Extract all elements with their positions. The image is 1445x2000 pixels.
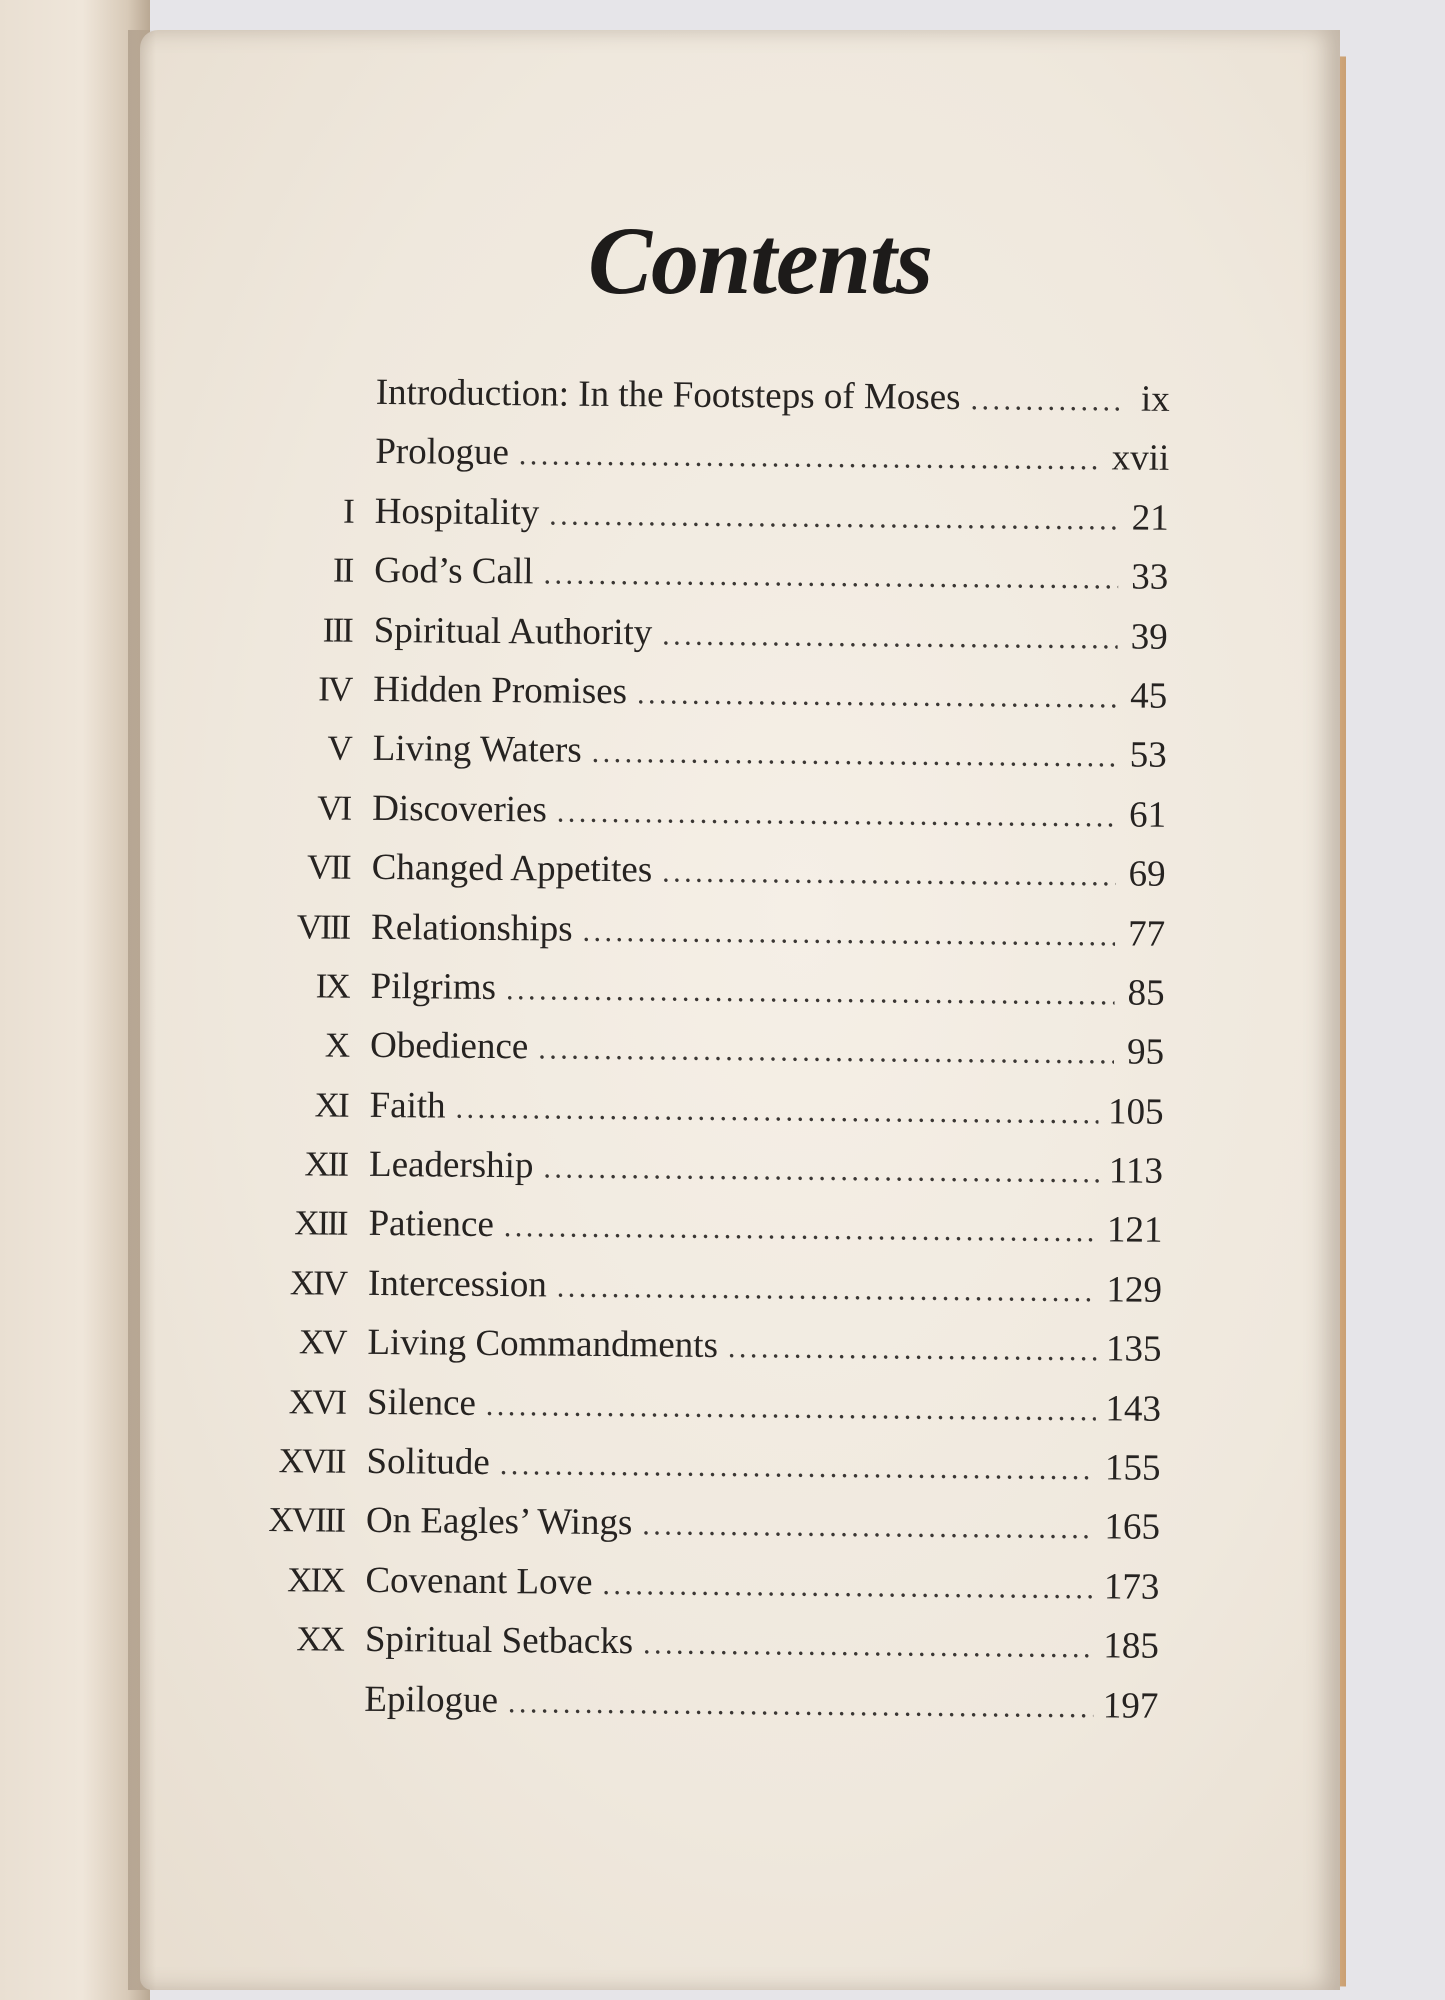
page-number: 135 bbox=[1105, 1328, 1162, 1371]
chapter-title: Silence bbox=[366, 1381, 477, 1424]
chapter-number: XVI bbox=[288, 1381, 346, 1422]
page-number: 69 bbox=[1128, 853, 1166, 895]
page-number: 121 bbox=[1106, 1209, 1163, 1252]
chapter-title: Spiritual Authority bbox=[373, 609, 653, 653]
chapter-number: XVIII bbox=[268, 1500, 345, 1541]
chapter-title: On Eagles’ Wings bbox=[365, 1500, 633, 1544]
chapter-number: XIV bbox=[289, 1263, 347, 1303]
toc-row bbox=[265, 904, 1165, 971]
chapter-number: III bbox=[322, 610, 352, 650]
page-number: 173 bbox=[1103, 1566, 1160, 1608]
page-number: 95 bbox=[1126, 1031, 1165, 1074]
chapter-number: XI bbox=[314, 1085, 348, 1125]
dot-leader bbox=[549, 498, 1119, 537]
chapter-number: VII bbox=[306, 847, 350, 887]
dot-leader bbox=[602, 1568, 1094, 1606]
chapter-title: Prologue bbox=[375, 431, 510, 474]
chapter-number: I bbox=[342, 491, 353, 531]
book-gutter bbox=[128, 30, 156, 1990]
chapter-title: Solitude bbox=[366, 1440, 490, 1483]
dot-leader bbox=[486, 1389, 1096, 1428]
toc-row bbox=[268, 548, 1168, 615]
page-number: 113 bbox=[1108, 1150, 1164, 1192]
chapter-number: II bbox=[332, 550, 353, 590]
dot-leader bbox=[592, 736, 1117, 775]
page-number: 53 bbox=[1129, 734, 1167, 777]
dot-leader bbox=[557, 1270, 1097, 1309]
chapter-number: X bbox=[324, 1025, 349, 1066]
chapter-title: Spiritual Setbacks bbox=[364, 1619, 634, 1663]
page-number: 85 bbox=[1127, 972, 1165, 1014]
page-number: xvii bbox=[1111, 437, 1170, 480]
page-number: 105 bbox=[1107, 1091, 1164, 1133]
toc-row bbox=[266, 786, 1166, 853]
chapter-title: Intercession bbox=[367, 1262, 547, 1306]
chapter-title: Relationships bbox=[370, 906, 573, 950]
dot-leader bbox=[508, 1686, 1093, 1725]
toc-row bbox=[267, 608, 1167, 675]
chapter-number: XVII bbox=[278, 1441, 345, 1481]
toc-row bbox=[259, 1617, 1159, 1684]
chapter-number bbox=[269, 462, 375, 463]
chapter-title: Living Waters bbox=[372, 728, 582, 772]
chapter-number: XIII bbox=[294, 1203, 347, 1244]
dot-leader bbox=[582, 914, 1115, 953]
toc-row bbox=[262, 1261, 1162, 1328]
chapter-title: Changed Appetites bbox=[371, 847, 653, 891]
toc-row bbox=[264, 964, 1164, 1031]
page-number: 165 bbox=[1104, 1506, 1161, 1549]
chapter-title: Hospitality bbox=[374, 490, 540, 534]
toc-row bbox=[261, 1320, 1161, 1387]
chapter-title: Living Commandments bbox=[367, 1322, 719, 1367]
chapter-title: Patience bbox=[368, 1203, 495, 1246]
toc-row bbox=[263, 1142, 1163, 1209]
dot-leader bbox=[543, 1151, 1099, 1190]
dot-leader bbox=[662, 618, 1118, 656]
dot-leader bbox=[642, 1509, 1094, 1547]
chapter-title: Leadership bbox=[368, 1143, 534, 1187]
chapter-number bbox=[258, 1710, 364, 1711]
chapter-title: Introduction: In the Footsteps of Moses bbox=[375, 371, 961, 419]
toc-row bbox=[263, 1083, 1163, 1150]
chapter-number: XV bbox=[298, 1322, 346, 1362]
dot-leader bbox=[970, 383, 1120, 418]
dot-leader bbox=[637, 677, 1117, 715]
chapter-title: Faith bbox=[369, 1084, 446, 1127]
chapter-title: Obedience bbox=[369, 1025, 529, 1068]
toc-row bbox=[269, 370, 1169, 437]
dot-leader bbox=[519, 439, 1102, 478]
dot-leader bbox=[506, 973, 1115, 1012]
dot-leader bbox=[662, 856, 1116, 894]
toc-row bbox=[267, 667, 1167, 734]
page-number: 39 bbox=[1130, 616, 1168, 658]
dot-leader bbox=[504, 1211, 1097, 1250]
chapter-title: God’s Call bbox=[374, 550, 534, 593]
page-number: 143 bbox=[1105, 1387, 1162, 1430]
chapter-number: VI bbox=[317, 788, 351, 828]
toc-row bbox=[260, 1498, 1160, 1565]
page-number: 61 bbox=[1128, 794, 1167, 836]
chapter-number: VIII bbox=[296, 906, 350, 947]
chapter-title: Discoveries bbox=[372, 787, 548, 831]
dot-leader bbox=[543, 558, 1118, 597]
dot-leader bbox=[728, 1331, 1096, 1368]
dot-leader bbox=[500, 1448, 1095, 1487]
chapter-number: V bbox=[327, 728, 351, 769]
page-number: 155 bbox=[1104, 1447, 1161, 1489]
toc-row bbox=[260, 1439, 1160, 1506]
page-number: 33 bbox=[1131, 556, 1169, 599]
chapter-title: Pilgrims bbox=[370, 965, 497, 1008]
toc-row bbox=[261, 1380, 1161, 1447]
page-title: Contents bbox=[587, 207, 933, 314]
page-number: ix bbox=[1140, 378, 1170, 420]
table-of-contents bbox=[258, 370, 1170, 1744]
toc-row bbox=[259, 1558, 1159, 1625]
toc-row bbox=[258, 1677, 1158, 1744]
chapter-number: IX bbox=[315, 966, 349, 1006]
dot-leader bbox=[455, 1091, 1098, 1131]
page-number: 21 bbox=[1131, 497, 1169, 539]
chapter-number bbox=[270, 403, 376, 404]
chapter-number: XIX bbox=[287, 1560, 344, 1600]
page-number: 77 bbox=[1127, 913, 1166, 955]
toc-row bbox=[262, 1201, 1162, 1268]
toc-row bbox=[269, 429, 1169, 496]
chapter-title: Hidden Promises bbox=[373, 668, 628, 713]
toc-row bbox=[265, 845, 1165, 912]
toc-row bbox=[266, 726, 1166, 793]
page-number: 45 bbox=[1130, 675, 1168, 717]
chapter-number: IV bbox=[318, 669, 352, 709]
page-number: 185 bbox=[1103, 1625, 1160, 1668]
page-number: 197 bbox=[1102, 1684, 1159, 1727]
chapter-title: Covenant Love bbox=[365, 1559, 593, 1603]
page-number: 129 bbox=[1106, 1269, 1163, 1311]
chapter-number: XX bbox=[296, 1619, 344, 1659]
dot-leader bbox=[557, 795, 1117, 834]
toc-row bbox=[264, 1023, 1164, 1090]
dot-leader bbox=[643, 1628, 1094, 1666]
dot-leader bbox=[538, 1033, 1114, 1072]
toc-row bbox=[268, 489, 1168, 556]
chapter-number: XII bbox=[304, 1144, 348, 1184]
chapter-title: Epilogue bbox=[364, 1678, 499, 1721]
